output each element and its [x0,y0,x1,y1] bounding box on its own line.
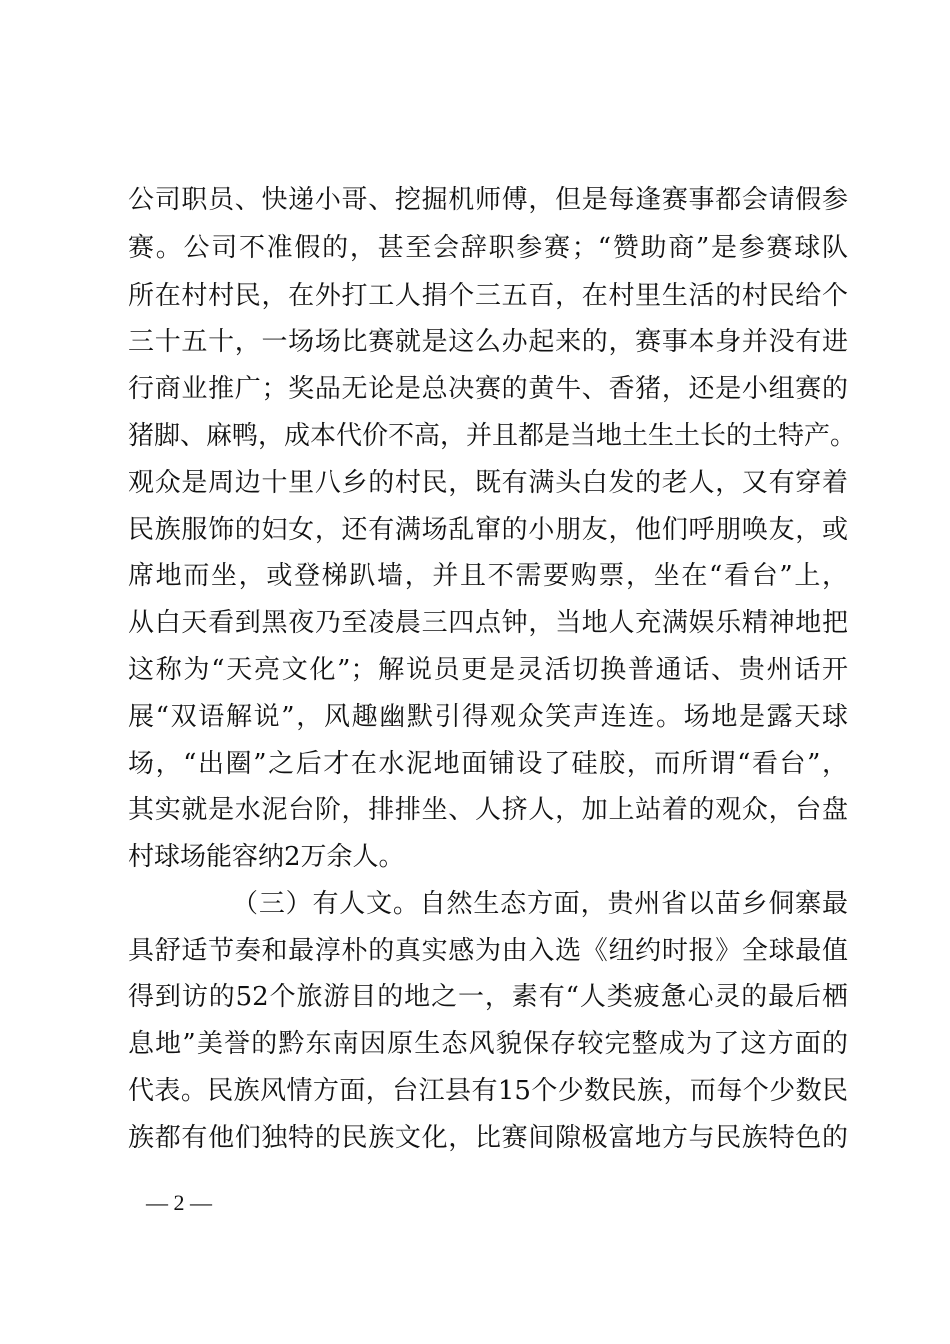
body-text-line: 民族服饰的妇女，还有满场乱窜的小朋友，他们呼朋唤友，或 [128,515,848,545]
body-text-line: 展“双语解说”，风趣幽默引得观众笑声连连。场地是露天球 [128,702,848,732]
body-text-line: 行商业推广；奖品无论是总决赛的黄牛、香猪，还是小组赛的 [128,374,848,404]
body-text-line: 场，“出圈”之后才在水泥地面铺设了硅胶，而所谓“看台”， [128,749,848,779]
body-text-line: 得到访的52个旅游目的地之一，素有“人类疲惫心灵的最后栖 [128,982,848,1012]
body-text-line: 村球场能容纳2万余人。 [128,842,405,872]
body-text-line: 公司职员、快递小哥、挖掘机师傅，但是每逢赛事都会请假参 [128,185,848,215]
body-text-line: 这称为“天亮文化”；解说员更是灵活切换普通话、贵州话开 [128,655,848,685]
body-text-line: 赛。公司不准假的，甚至会辞职参赛；“赞助商”是参赛球队 [128,233,848,263]
body-text-line: 所在村村民，在外打工人捐个三五百，在村里生活的村民给个 [128,281,848,311]
body-text-line: 其实就是水泥台阶，排排坐、人挤人，加上站着的观众，台盘 [128,795,848,825]
body-text-line: 三十五十，一场场比赛就是这么办起来的，赛事本身并没有进 [128,327,848,357]
body-text-line: 代表。民族风情方面，台江县有15个少数民族，而每个少数民 [128,1076,848,1106]
body-text-line: 猪脚、麻鸭，成本代价不高，并且都是当地土生土长的土特产。 [128,421,857,451]
body-text-line: 具舒适节奏和最淳朴的真实感为由入选《纽约时报》全球最值 [128,936,848,966]
body-text-line: 席地而坐，或登梯趴墙，并且不需要购票，坐在“看台”上， [128,561,848,591]
page-number: — 2 — [146,1190,212,1215]
body-text-line: 从白天看到黑夜乃至凌晨三四点钟，当地人充满娱乐精神地把 [128,608,848,638]
body-text-line: 族都有他们独特的民族文化，比赛间隙极富地方与民族特色的 [128,1123,848,1153]
section-heading-line: （三）有人文。自然生态方面，贵州省以苗乡侗寨最 [232,889,848,919]
body-text-line: 观众是周边十里八乡的村民，既有满头白发的老人，又有穿着 [128,468,848,498]
body-text-line: 息地”美誉的黔东南因原生态风貌保存较完整成为了这方面的 [128,1029,848,1059]
